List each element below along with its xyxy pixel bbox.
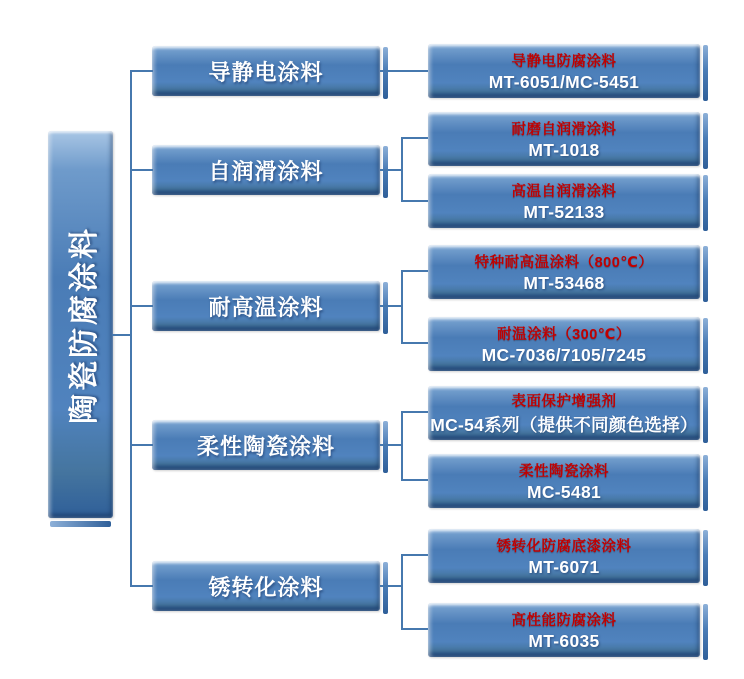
connector-line xyxy=(401,270,428,272)
product-code: MT-52133 xyxy=(523,202,605,222)
category-node-antistatic xyxy=(152,46,380,96)
connector-line xyxy=(401,200,428,202)
connector-line xyxy=(130,70,153,72)
category-label: 锈转化涂料 xyxy=(208,574,324,600)
product-code: MC-5481 xyxy=(526,482,602,502)
product-code: MT-53468 xyxy=(523,273,605,293)
connector-line xyxy=(401,270,403,344)
connector-line xyxy=(380,305,403,307)
connector-line xyxy=(380,70,428,72)
product-node xyxy=(428,245,700,299)
connector-line xyxy=(380,169,403,171)
product-title: 锈转化防腐底漆涂料 xyxy=(496,539,632,555)
connector-line xyxy=(130,444,153,446)
connector-line xyxy=(401,137,428,139)
category-node-rust-conversion xyxy=(152,561,380,611)
product-title: 耐磨自润滑涂料 xyxy=(511,122,617,138)
product-title: 导静电防腐涂料 xyxy=(511,54,617,70)
product-title: 高性能防腐涂料 xyxy=(511,613,617,629)
product-title: 表面保护增强剂 xyxy=(511,394,617,410)
root-node-label: 陶瓷防腐涂料 xyxy=(67,225,101,424)
connector-line xyxy=(380,444,403,446)
product-title: 高温自润滑涂料 xyxy=(511,184,617,200)
root-node xyxy=(48,131,113,518)
product-node xyxy=(428,529,700,583)
category-node-high-temperature xyxy=(152,281,380,331)
product-node xyxy=(428,386,700,440)
product-node xyxy=(428,44,700,98)
product-node xyxy=(428,317,700,371)
product-code: MT-1018 xyxy=(528,140,600,160)
connector-line xyxy=(401,411,428,413)
category-label: 耐高温涂料 xyxy=(208,294,324,320)
connector-line xyxy=(130,305,153,307)
product-code: MT-6051/MC-5451 xyxy=(488,72,640,92)
connector-line xyxy=(401,411,403,481)
product-title: 特种耐高温涂料（800℃） xyxy=(474,255,654,271)
category-label: 自润滑涂料 xyxy=(208,158,324,184)
connector-line xyxy=(130,169,153,171)
connector-line xyxy=(130,585,153,587)
category-label: 柔性陶瓷涂料 xyxy=(196,433,335,459)
connector-line xyxy=(380,585,403,587)
product-node xyxy=(428,174,700,228)
product-code: MC-7036/7105/7245 xyxy=(481,345,647,365)
category-node-flexible-ceramic xyxy=(152,420,380,470)
product-title: 耐温涂料（300℃） xyxy=(497,327,631,343)
connector-line xyxy=(401,628,428,630)
connector-line xyxy=(130,70,132,587)
product-title: 柔性陶瓷涂料 xyxy=(519,464,609,480)
product-node xyxy=(428,454,700,508)
connector-line xyxy=(401,342,428,344)
connector-line xyxy=(401,554,428,556)
product-node xyxy=(428,112,700,166)
product-code: MT-6071 xyxy=(528,557,600,577)
connector-line xyxy=(112,334,132,336)
product-code: MT-6035 xyxy=(528,631,600,651)
connector-line xyxy=(401,554,403,630)
category-label: 导静电涂料 xyxy=(208,59,324,85)
category-node-self-lubricating xyxy=(152,145,380,195)
product-node xyxy=(428,603,700,657)
connector-line xyxy=(401,479,428,481)
connector-line xyxy=(401,137,403,202)
product-code: MC-54系列（提供不同颜色选择） xyxy=(430,415,698,435)
